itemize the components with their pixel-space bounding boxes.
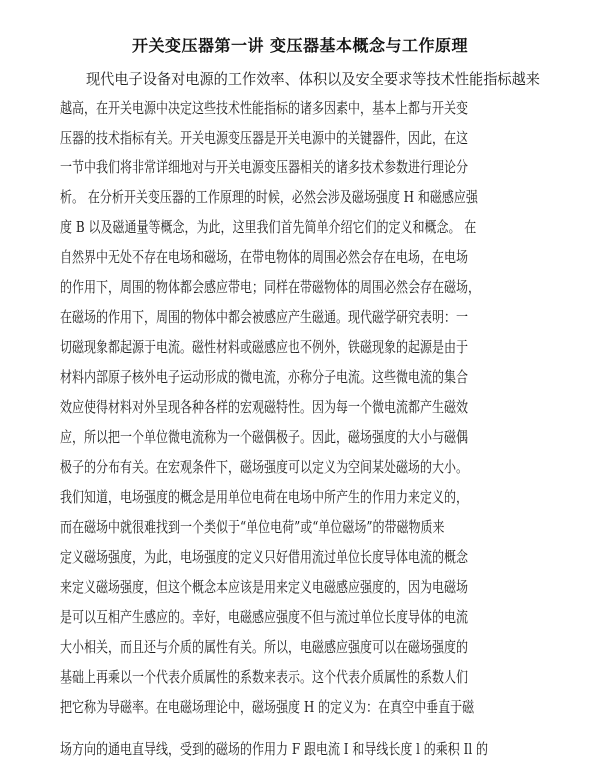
body-line: 度 B 以及磁通量等概念，为此，这里我们首先简单介绍它们的定义和概念。 在	[60, 218, 477, 236]
body-line: 把它称为导磁率。在电磁场理论中，磁场强度 H 的定义为：在真空中垂直于磁	[60, 698, 475, 716]
body-line: 切磁现象都起源于电流。磁性材料或磁感应也不例外，铁磁现象的起源是由于	[60, 338, 469, 356]
body-line: 自然界中无处不存在电场和磁场，在带电物体的周围必然会存在电场，在电场	[60, 248, 469, 266]
body-line: 析。 在分析开关变压器的工作原理的时候，必然会涉及磁场强度 H 和磁感应强	[60, 188, 478, 206]
body-line: 的作用下，周围的物体都会感应带电；同样在带磁物体的周围必然会存在磁场，	[60, 278, 481, 296]
body-line: 压器的技术指标有关。开关电源变压器是开关电源中的关键器件，因此，在这	[60, 129, 469, 147]
body-line: 定义磁场强度，为此，电场强度的定义只好借用流过单位长度导体电流的概念	[60, 548, 469, 566]
body-line: 越高，在开关电源中决定这些技术性能指标的诸多因素中，基本上都与开关变	[60, 99, 469, 117]
body-line: 场方向的通电直导线，受到的磁场的作用力 F 跟电流 I 和导线长度 l 的乘积 Il 的	[60, 740, 489, 758]
body-line: 而在磁场中就很难找到一个类似于“单位电荷”或“单位磁场”的带磁物质来	[60, 518, 445, 536]
body-line: 材料内部原子核外电子运动形成的微电流，亦称分子电流。这些微电流的集合	[60, 368, 469, 386]
body-line: 极子的分布有关。在宏观条件下，磁场强度可以定义为空间某处磁场的大小。	[60, 458, 469, 476]
body-line: 应，所以把一个单位微电流称为一个磁偶极子。因此，磁场强度的大小与磁偶	[60, 428, 469, 446]
body-line: 一节中我们将非常详细地对与开关电源变压器相关的诸多技术参数进行理论分	[60, 158, 469, 176]
body-line: 来定义磁场强度，但这个概念本应该是用来定义电磁感应强度的，因为电磁场	[60, 578, 469, 596]
body-line: 现代电子设备对电源的工作效率、体积以及安全要求等技术性能指标越来	[86, 70, 540, 88]
body-line: 在磁场的作用下，周围的物体中都会被感应产生磁通。现代磁学研究表明：一	[60, 308, 469, 326]
body-line: 效应使得材料对外呈现各种各样的宏观磁特性。因为每一个微电流都产生磁效	[60, 398, 469, 416]
body-line: 是可以互相产生感应的。幸好，电磁感应强度不但与流过单位长度导体的电流	[60, 608, 469, 626]
document-title: 开关变压器第一讲 变压器基本概念与工作原理	[131, 36, 469, 55]
body-line: 基础上再乘以一个代表介质属性的系数来表示。这个代表介质属性的系数人们	[60, 668, 469, 686]
body-line: 大小相关，而且还与介质的属性有关。所以，电磁感应强度可以在磁场强度的	[60, 638, 469, 656]
body-line: 我们知道，电场强度的概念是用单位电荷在电场中所产生的作用力来定义的，	[60, 488, 469, 506]
